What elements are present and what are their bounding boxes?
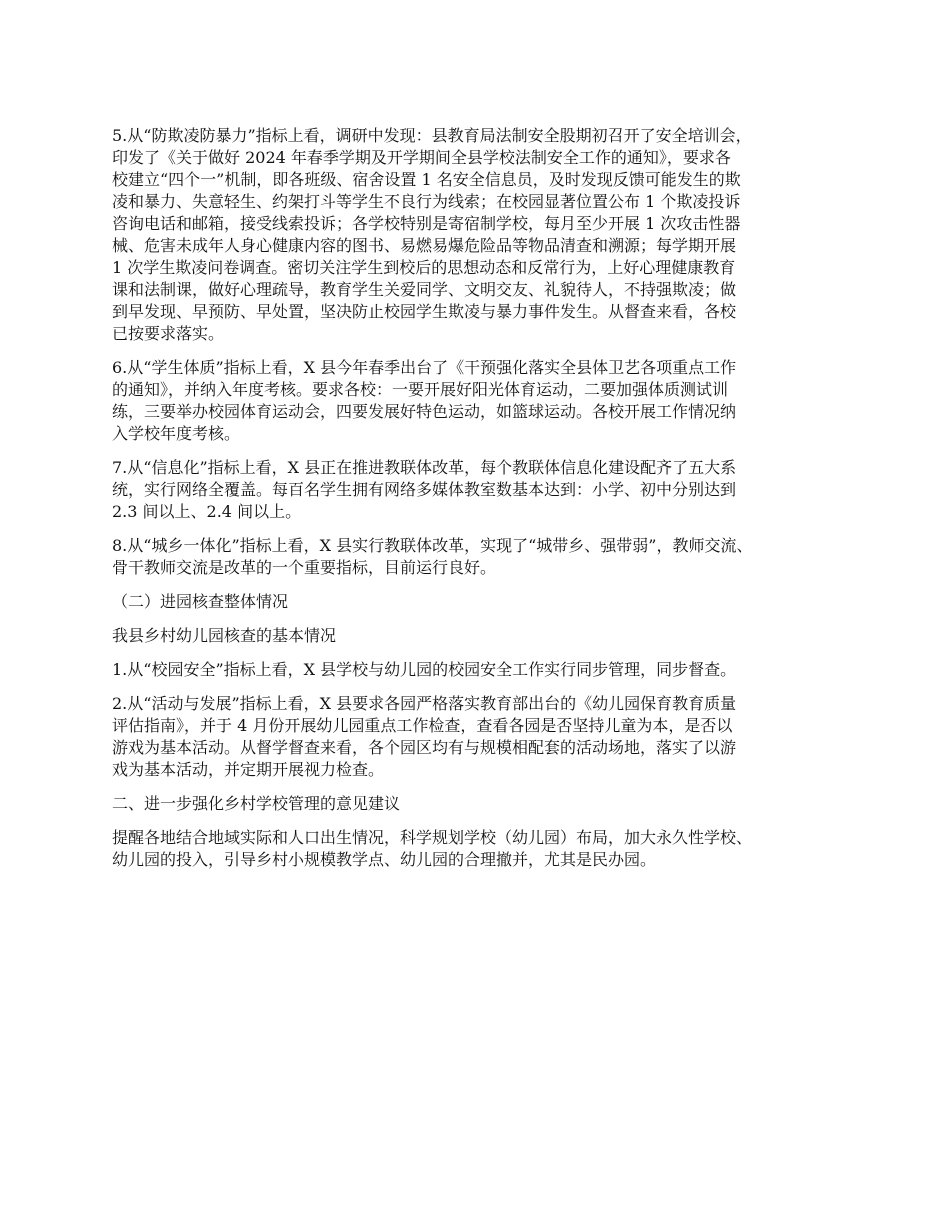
paragraph-informatization: 7.从“信息化”指标上看，X 县正在推进教联体改革，每个教联体信息化建设配齐了五大系 统，实行网络全覆盖。每百名学生拥有网络多媒体教室数基本达到：小学、初中分别达到 2.3 间以上、2.4 间以上。 (112, 458, 737, 521)
paragraph-anti-bullying: 5.从“防欺凌防暴力”指标上看，调研中发现：县教育局法制安全股期初召开了安全培训会， 印发了《关于做好 2024 年春季学期及开学期间全县学校法制安全工作的通知》，要求各 校建立“四个一”机制，即各班级、宿舍设置 1 名安全信息员，及时发现反馈可能发生的欺 凌和暴力、失意轻生、约架打斗等学生不良行为线索；在校园显著位置公布 1 个欺凌投诉 咨询电话和邮箱，接受线索投诉；各学校特别是寄宿制学校，每月至少开展 1 次攻击性器 械、危害未成年人身心健康内容的图书、易燃易爆危险品等物品清查和溯源；每学期开展 1 次学生欺凌问卷调查。密切关注学生到校后的思想动态和反常行为，上好心理健康教育 课和法制课，做好心理疏导，教育学生关爱同学、文明交友、礼貌待人，不持强欺凌；做 到早发现、早预防、早处置，坚决防止校园学生欺凌与暴力事件发生。从督查来看，各校 已按要求落实。 (112, 126, 752, 343)
paragraph-urban-rural-integration: 8.从“城乡一体化”指标上看，X 县实行教联体改革，实现了“城带乡、强带弱”，教师交流、 骨干教师交流是改革的一个重要指标，目前运行良好。 (112, 536, 753, 577)
paragraph-activity-development: 2.从“活动与发展”指标上看，X 县要求各园严格落实教育部出台的《幼儿园保育教育质量 评估指南》，并于 4 月份开展幼儿园重点工作检查，查看各园是否坚持儿童为本，是否以 游戏为基本活动。从督学督查来看，各个园区均有与规模相配套的活动场地，落实了以游 戏为基本活动，并定期开展视力检查。 (112, 694, 737, 779)
subheading-rural-kindergarten-basics: 我县乡村幼儿园核查的基本情况 (112, 626, 337, 645)
paragraph-suggestion-body: 提醒各地结合地域实际和人口出生情况，科学规划学校（幼儿园）布局，加大永久性学校、 幼儿园的投入，引导乡村小规模教学点、幼儿园的合理撤并，尤其是民办园。 (112, 828, 753, 869)
document-page (112, 125, 854, 883)
section-heading-suggestions: 二、进一步强化乡村学校管理的意见建议 (112, 794, 401, 813)
paragraph-student-physique: 6.从“学生体质”指标上看，X 县今年春季出台了《干预强化落实全县体卫艺各项重点工作 的通知》，并纳入年度考核。要求各校：一要开展好阳光体育运动，二要加强体质测试训 练，三要举办校园体育运动会，四要发展好特色运动，如篮球运动。各校开展工作情况纳 入学校年度考核。 (112, 358, 737, 443)
paragraph-campus-safety: 1.从“校园安全”指标上看，X 县学校与幼儿园的校园安全工作实行同步管理，同步督查。 (112, 660, 737, 679)
section-heading-kindergarten-check: （二）进园核查整体情况 (112, 592, 289, 611)
